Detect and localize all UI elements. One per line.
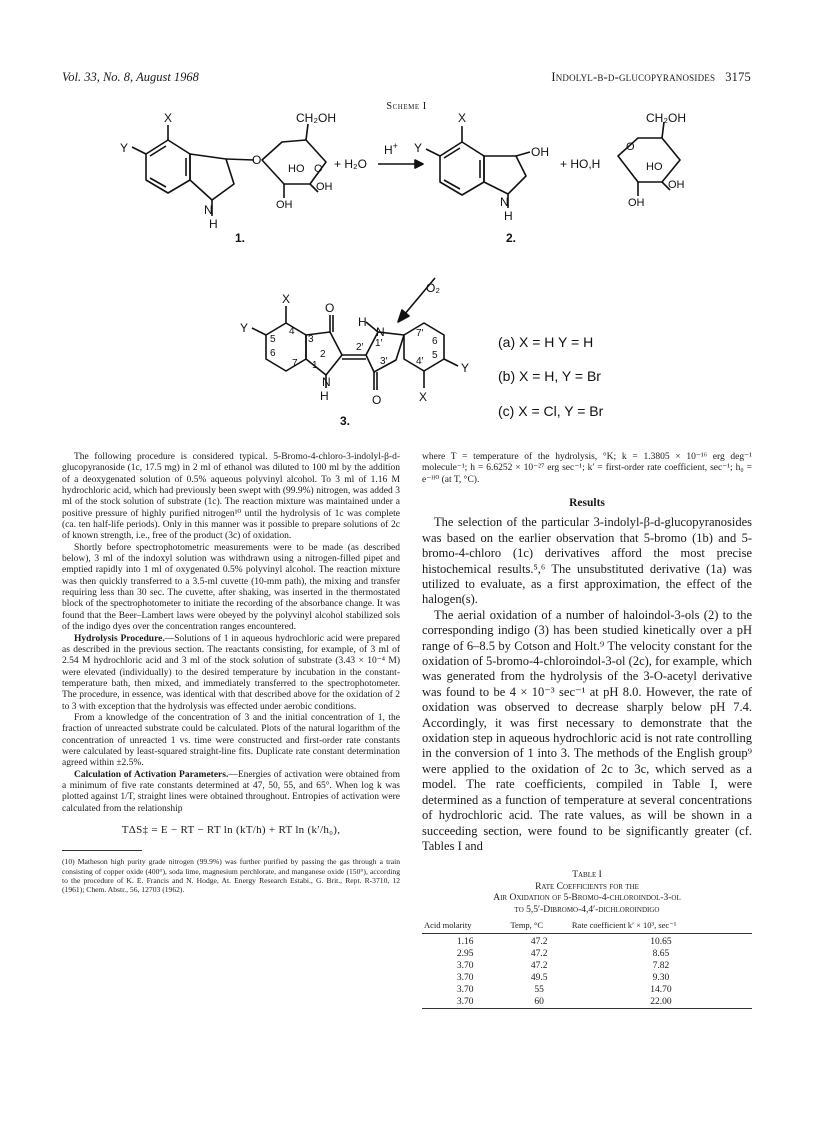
table-row	[422, 996, 752, 1009]
pos-5p: 5	[432, 350, 438, 361]
scheme-title: Scheme I	[386, 101, 427, 112]
table-cell: 9.30	[652, 973, 670, 984]
pos-6: 6	[270, 348, 276, 359]
water: + H₂O	[334, 157, 367, 171]
left-column	[62, 452, 400, 894]
oh-2a: OH	[668, 179, 685, 191]
pos-7: 7	[292, 358, 298, 369]
journal-issue: Vol. 33, No. 8, August 1968	[62, 70, 199, 84]
table-caption	[422, 870, 752, 916]
pos-5: 5	[270, 334, 276, 345]
right-column	[422, 452, 752, 1009]
footnote-10: (10) Matheson high purity grade nitrogen (99.9%) was further purified by passing the gas through a train consisting of copper oxide (400°), soda lime, magnesium perchlorate, and manganese oxide (150°), according to the procedure of K. E. Francis and N. Hodge, At. Energy Research Estabi., G. Brit., Rept. R-3710, 12 (1961); Chem. Abstr., 56, 12703 (1962).	[62, 857, 400, 894]
table-header-row	[422, 920, 752, 933]
table-cell: 47.2	[530, 948, 548, 959]
table-cell: 3.70	[456, 973, 474, 984]
reaction-scheme	[0, 110, 813, 445]
oh-2b: OH	[628, 197, 645, 209]
table-cell: 14.70	[650, 985, 672, 996]
table-row	[422, 948, 752, 960]
ch2oh-1: CH₂OH	[296, 111, 336, 125]
hydrolysis-text: —Solutions of 1 in aqueous hydrochloric acid were prepared as described in the previous section. The reactants consisting, for example, of 3 ml of 2.54 M hydrochloric acid and 3 ml of the stock solution of substrate (3.43 × 10⁻⁴ M) were elevated (individually) to the desired temperature by incubation in the constant-temperature bath, then mixed, and immediately transferred to the spectrophotometer. The procedure, in essence, was identical with that described above for the oxidation of 2 to 3 with exception that the hydrolysis was effected under aerobic conditions.	[62, 633, 400, 712]
nh-2: N	[500, 195, 509, 209]
pos-3p: 3′	[380, 356, 388, 367]
o-ring-2: O	[626, 141, 635, 153]
table-cell: 7.82	[652, 961, 670, 971]
activation-paragraph	[62, 770, 400, 815]
x-sub-2: X	[458, 111, 467, 125]
where-paragraph: where T = temperature of the hydrolysis, °K; k = 1.3805 × 10⁻¹⁶ erg deg⁻¹ molecule⁻¹; h = 6.6252 × 10⁻²⁷ erg sec⁻¹; k′ = first-order rate coefficient, sec⁻¹; h₀ = e⁻ᴴ⁰ (at T, °C).	[422, 452, 752, 485]
y-sub-1: Y	[120, 141, 129, 155]
table-cell: 2.95	[456, 948, 474, 959]
glycosidic-o: O	[252, 153, 262, 167]
table-cell: 3.70	[456, 961, 474, 971]
option-b: (b) X = H, Y = Br	[498, 368, 601, 384]
pos-7p: 7′	[416, 328, 424, 339]
label-2: 2.	[506, 231, 517, 245]
oh-1b: OH	[276, 199, 293, 211]
pos-4p: 4′	[416, 356, 424, 367]
o-ring-1: O	[314, 163, 323, 175]
table-cell: 3.70	[422, 996, 508, 1009]
y-sub-3a: Y	[240, 321, 249, 335]
table-cell: 47.2	[530, 961, 548, 971]
n-3a: N	[376, 325, 385, 339]
entropy-equation: TΔS‡ = E − RT − RT ln (kT/h) + RT ln (k′/h₀),	[121, 824, 341, 836]
table-cell: 22.00	[570, 996, 752, 1009]
table-row	[422, 933, 752, 948]
results-heading: Results	[569, 497, 605, 510]
rate-paragraph: From a knowledge of the concentration of 3 and the initial concentration of 1, the fraction of unreacted substrate could be calculated. Plots of the natural logarithm of the concentration of unreacted 1 vs. time were constructed and first-order rate constants were calculated by least-squared straight-line fits. Duplicate rate constant determination agreed within ±2.5%.	[62, 712, 400, 769]
x-sub-1: X	[164, 111, 173, 125]
col-temp: Temp, °C	[508, 920, 569, 933]
table-cell: 49.5	[530, 973, 548, 984]
compound-3-right-benzene	[404, 323, 444, 371]
page-number: 3175	[725, 70, 751, 84]
y-sub-3b: Y	[461, 361, 470, 375]
h-3b: H	[320, 389, 329, 403]
compound-1-sugar-ring	[262, 140, 326, 184]
pos-3: 3	[308, 334, 314, 345]
pos-1: 1	[312, 360, 318, 371]
label-1: 1.	[235, 231, 246, 245]
compound-1-pyrrole-ring	[190, 154, 234, 200]
table-cell: 1.16	[456, 936, 474, 947]
running-title-text: Indolyl-β-d-glucopyranosides	[551, 70, 716, 84]
pos-2p: 2′	[356, 342, 364, 353]
o-3a: O	[325, 301, 335, 315]
option-c: (c) X = Cl, Y = Br	[498, 403, 604, 419]
compound-3-left-benzene	[266, 323, 306, 371]
activation-text: —Energies of activation were obtained from a minimum of five rate constants determined at 47, 50, 55, and 65°. When log k was plotted against 1/T, straight lines were obtained throughout. Entropies of activation were calculated from the relationship	[62, 769, 400, 814]
table-title-line-1: Rate Coefficients for the	[535, 881, 639, 892]
glucose-plus: + HO,H	[560, 157, 601, 171]
oh-1a: OH	[316, 181, 333, 193]
table-cell: 55	[534, 985, 544, 996]
compound-1-benzene-ring	[146, 140, 190, 193]
results-paragraph-1: The selection of the particular 3-indolyl-β-d-glucopyranosides was based on the earlier observation that 5-bromo (1b) and 5-bromo-4-chloro (1c) derivatives afford the most precise histochemical results.⁵,⁶ The unsubstituted derivative (1a) was utilized to evaluate, as a first approximation, the effect of the halogen(s).	[422, 515, 752, 607]
oh-2: OH	[531, 145, 549, 159]
n-3b: N	[322, 375, 331, 389]
hydrolysis-paragraph	[62, 634, 400, 713]
table-row	[422, 984, 752, 996]
table-title-line-2: Air Oxidation of 5-Bromo-4-chloroindol-3-ol	[493, 893, 681, 904]
spectrophotometry-paragraph: Shortly before spectrophotometric measurements were to be made (as described below), 3 ml of the indoxyl solution was withdrawn using a nitrogen-filled pipet and emptied rapidly into 1 ml of oxygenated 0.5% polyvinyl alcohol. The reaction mixture was then quickly transferred to a 3.5-ml cuvette (10-mm path), the mixing and transfer requiring less than 30 sec. The cuvette, after shaking, was inserted in the thermostated block of the spectrophotometer to initiate the recording of the absorbance change. It was found that the Beer–Lambert laws were obeyed by the polyvinyl alcohol stabilized sols of the indigo dyes over the concentration ranges encountered.	[62, 542, 400, 633]
table-label: Table I	[572, 870, 602, 881]
results-paragraph-2: The aerial oxidation of a number of haloindol-3-ols (2) to the corresponding indigo (3) has been studied kinetically over a pH range of 6–8.5 by Cotson and Holt.⁹ The velocity constant for the oxidation of 5-bromo-4-chloroindol-3-ol (2c), for example, which was generated from the hydrolysis of the 3-O-acetyl derivative was found to be 4 × 10⁻³ sec⁻¹ at pH 8.0. However, the rate of oxidation was observed to decrease sharply below pH 7.4. Accordingly, it was first necessary to demonstrate that the oxidation step in aqueous hydrochloric acid is not rate controlling in the conversion of 1 into 3. The methods of the English group⁹ were applied to the oxidation of 2c to 3c, which served as a model. The rate coefficients, compiled in Table I, were determined as a function of temperature at several concentrations of hydrochloric acid. The rate values, as will be shown in a succeeding section, were found to be significantly greater (cf. Tables I and	[422, 607, 752, 853]
h-3a: H	[358, 315, 367, 329]
compound-2-benzene-ring	[440, 142, 484, 195]
col-rate: Rate coefficient k′ × 10³, sec⁻¹	[570, 920, 752, 933]
nh-1: N	[204, 203, 213, 217]
pos-6p: 6	[432, 336, 438, 347]
ho-2: HO	[646, 161, 663, 173]
table-cell: 8.65	[652, 948, 670, 959]
procedure-paragraph: The following procedure is considered typical. 5-Bromo-4-chloro-3-indolyl-β-d-glucopyranoside (1c, 17.5 mg) in 2 ml of ethanol was diluted to 100 ml by the addition of a deoxygenated solution of 0.5% aqueous polyvinyl alcohol. To 3 ml of 1.16 M hydrochloric acid, which had previously been swept with (99.9%) nitrogen, was added 3 ml of the stock solution of substrate (1c). The reaction mixture was maintained under a positive pressure of highly purified nitrogen¹⁰ until the hydrolysis of 1c was complete (ca. ten half-life periods). Only in this manner was it possible to prepare solutions of 2c of known strength, i.e., free of the product (3c) of oxidation.	[62, 452, 400, 542]
table-cell: 10.65	[650, 936, 672, 947]
o-3b: O	[372, 393, 382, 407]
pos-1p: 1′	[375, 338, 383, 349]
ch2oh-2: CH₂OH	[646, 111, 686, 125]
h-2: H	[504, 209, 513, 223]
table-row	[422, 960, 752, 972]
h-plus: H+	[384, 141, 398, 157]
table-row	[422, 972, 752, 984]
activation-heading: Calculation of Activation Parameters.	[74, 769, 229, 780]
pos-2: 2	[320, 349, 326, 360]
col-acid-molarity: Acid molarity	[422, 920, 508, 933]
option-a: (a) X = H Y = H	[498, 334, 594, 350]
running-title	[551, 70, 751, 85]
pos-4: 4	[289, 326, 295, 337]
ho-1: HO	[288, 163, 305, 175]
h-1: H	[209, 217, 218, 231]
footnote-divider	[62, 850, 142, 851]
results-text	[422, 515, 752, 854]
hydrolysis-heading: Hydrolysis Procedure.	[74, 633, 165, 644]
oxygen: O₂	[426, 281, 440, 295]
table-cell: 3.70	[456, 985, 474, 996]
compound-2-pyrrole-ring	[484, 156, 526, 194]
table-cell: 60	[508, 996, 569, 1009]
rate-table	[422, 920, 752, 1009]
y-sub-2: Y	[414, 141, 423, 155]
table-cell: 47.2	[530, 936, 548, 947]
x-sub-3a: X	[282, 292, 291, 306]
label-3: 3.	[340, 414, 351, 428]
x-sub-3b: X	[419, 390, 428, 404]
table-title-line-3: to 5,5′-Dibromo-4,4′-dichloroindigo	[514, 904, 660, 915]
